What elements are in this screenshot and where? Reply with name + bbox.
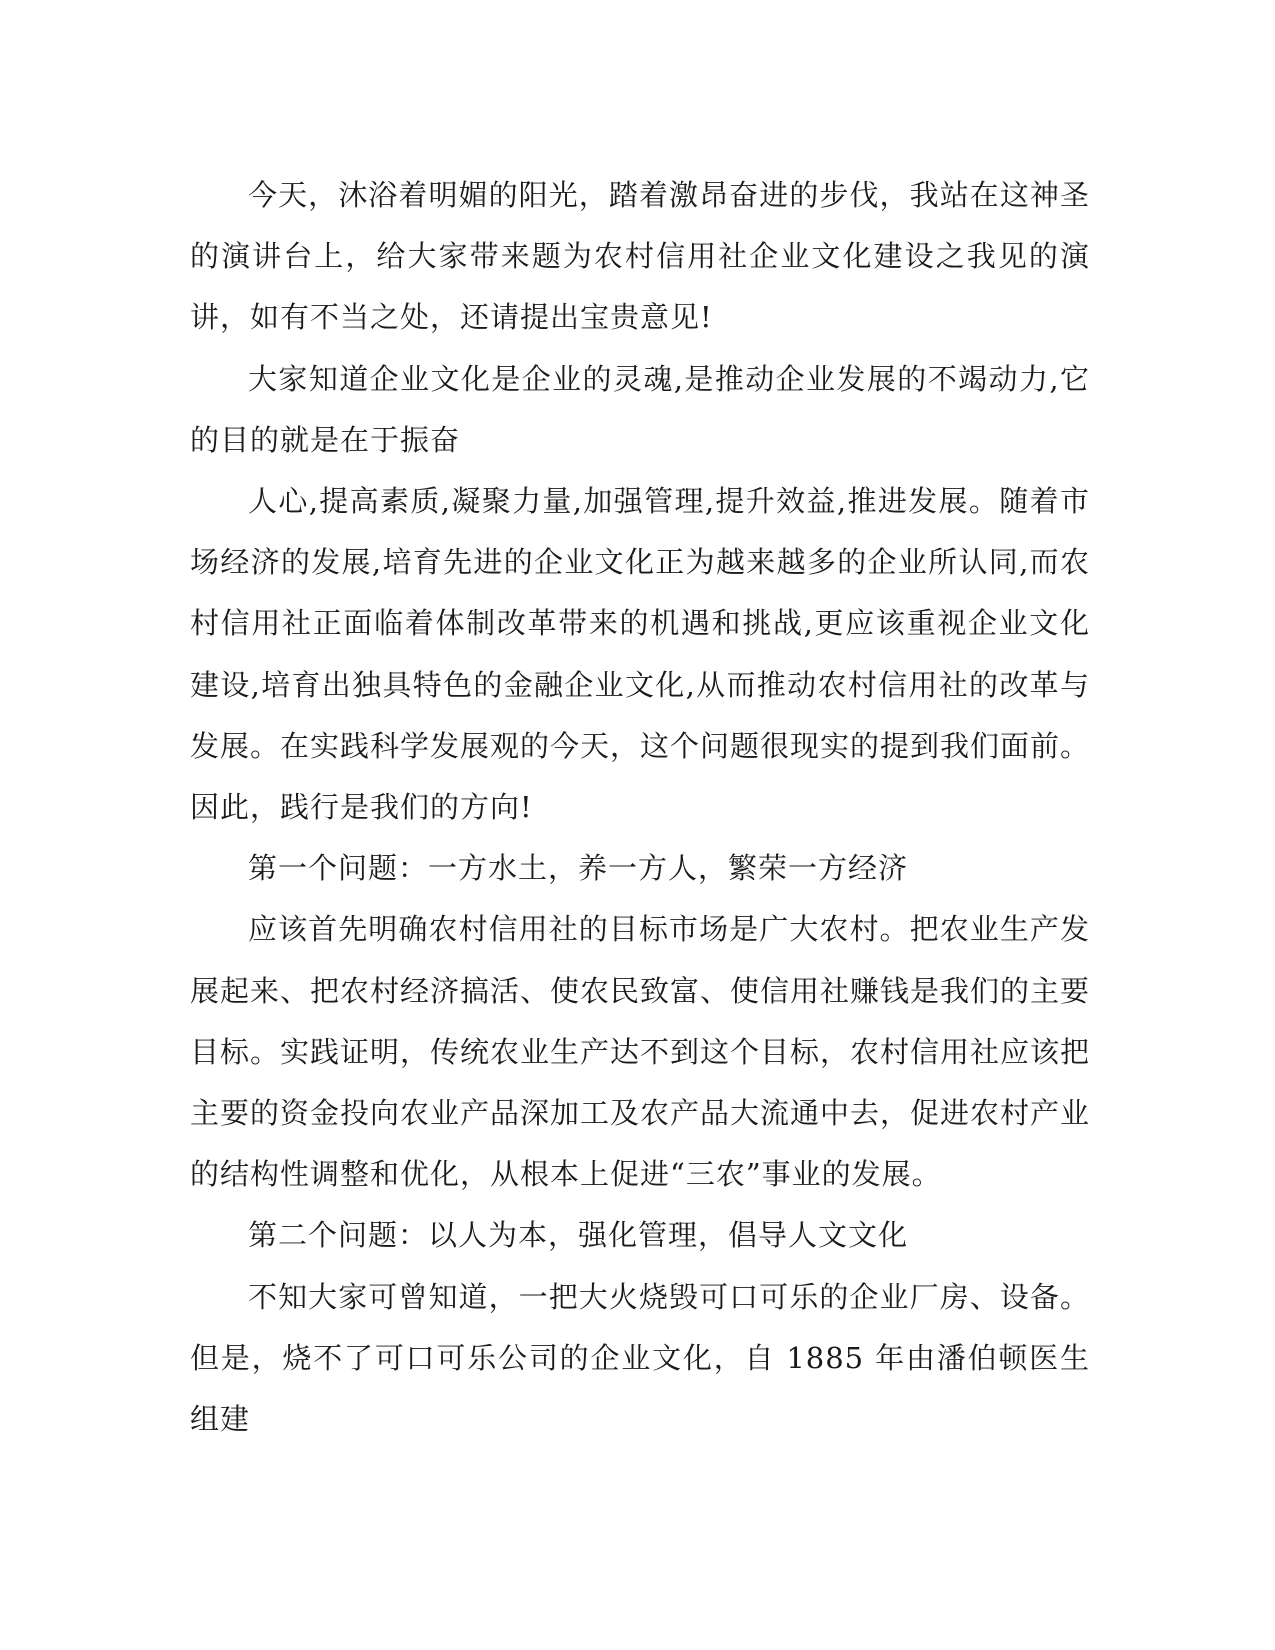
paragraph-coca-cola: 不知大家可曾知道，一把大火烧毁可口可乐的企业厂房、设备。但是，烧不了可口可乐公司的企业文化，自 1885 年由潘伯顿医生组建 xyxy=(190,1279,1090,1437)
paragraph-intro: 今天，沐浴着明媚的阳光，踏着激昂奋进的步伐，我站在这神圣的演讲台上，给大家带来题为农村信用社企业文化建设之我见的演讲，如有不当之处，还请提出宝贵意见! xyxy=(190,178,1090,335)
section-heading-2: 第二个问题：以人为本，强化管理，倡导人文文化 xyxy=(248,1218,909,1253)
document-body xyxy=(190,165,1090,1450)
paragraph-culture-soul: 大家知道企业文化是企业的灵魂,是推动企业发展的不竭动力,它的目的就是在于振奋 xyxy=(190,361,1090,457)
paragraph-culture-purpose: 人心,提高素质,凝聚力量,加强管理,提升效益,推进发展。随着市场经济的发展,培育先进的企业文化正为越来越多的企业所认同,而农村信用社正面临着体制改革带来的机遇和挑战,更应该重视企业文化建设,培育出独具特色的金融企业文化,从而推动农村信用社的改革与发展。在实践科学发展观的今天，这个问题很现实的提到我们面前。因此，践行是我们的方向! xyxy=(190,484,1091,825)
section-heading-1: 第一个问题：一方水土，养一方人，繁荣一方经济 xyxy=(248,851,909,886)
paragraph-target-market: 应该首先明确农村信用社的目标市场是广大农村。把农业生产发展起来、把农村经济搞活、使农民致富、使信用社赚钱是我们的主要目标。实践证明，传统农业生产达不到这个目标，农村信用社应该把主要的资金投向农业产品深加工及农产品大流通中去，促进农村产业的结构性调整和优化，从根本上促进“三农”事业的发展。 xyxy=(190,912,1091,1192)
